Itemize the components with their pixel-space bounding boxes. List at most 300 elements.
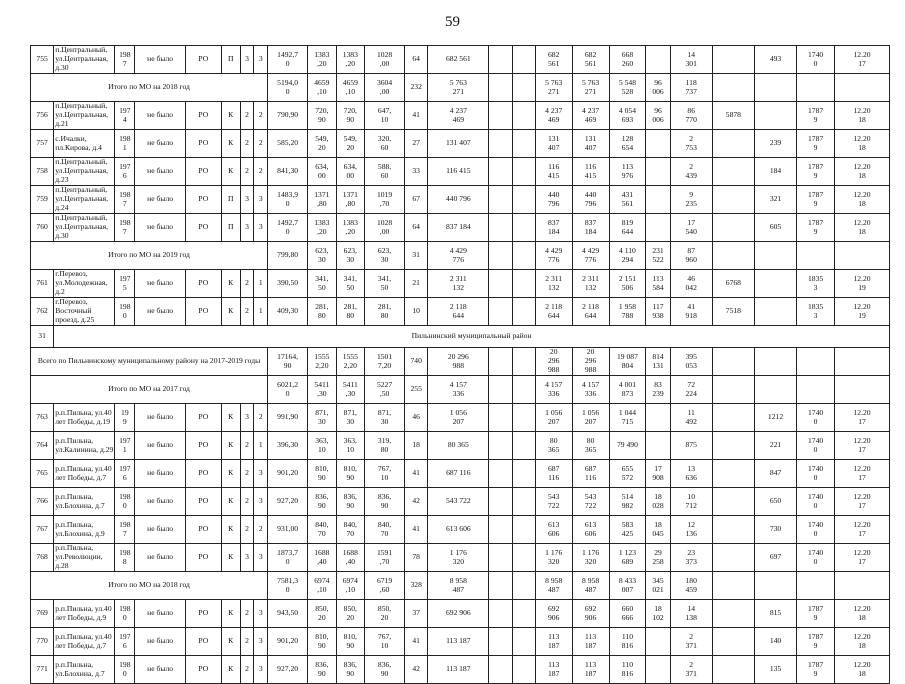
cell-e8: 1835 3 [797,298,835,326]
cell-e5: 17 540 [670,214,712,242]
cell-year: 198 1 [115,130,135,158]
cell-ro: РО [185,516,221,544]
cell-e4: 18 028 [646,488,670,516]
cell-cost: 543 722 [428,488,489,516]
cell-e3: 819 644 [609,214,646,242]
cell-e5: 2 371 [670,628,712,656]
cell-area: 901,20 [268,460,308,488]
cell-a3: 6974 ,10 [336,572,364,600]
cell-addr: п.Центральный, ул.Центральная, д.30 [54,46,115,74]
cell-en: 2 [254,130,268,158]
cell-addr: г.Перевоз, Восточный проезд, д.25 [54,298,115,326]
cell-e2: 113 187 [572,656,609,684]
cell-e9: 12.20 18 [835,158,890,186]
cell-area: 901,20 [268,628,308,656]
cell-res: 78 [405,544,428,572]
cell-s2 [512,270,535,298]
cell-e5: 118 737 [670,74,712,102]
cell-was: не было [135,214,186,242]
cell-fl: 3 [240,544,254,572]
cell-e8: 1787 9 [797,102,835,130]
cell-s1 [489,130,512,158]
cell-area: 409,30 [268,298,308,326]
cell-year: 198 0 [115,298,135,326]
cell-a2: 810, 90 [308,460,336,488]
cell-e6 [712,572,754,600]
cell-fl: 2 [240,298,254,326]
cell-a4: 1028 ,00 [365,46,405,74]
cell-a2: 720, 90 [308,102,336,130]
cell-e5: 2 371 [670,656,712,684]
cell-mat: П [221,214,240,242]
cell-e3: 1 123 689 [609,544,646,572]
cell-e6 [712,130,754,158]
cell-e1: 116 415 [535,158,572,186]
section-number: 31 [31,326,54,348]
cell-e4: 96 006 [646,74,670,102]
cell-fl: 2 [240,130,254,158]
cell-e1: 837 184 [535,214,572,242]
cell-fl: 2 [240,460,254,488]
cell-year: 197 6 [115,628,135,656]
cell-was: не было [135,46,186,74]
cell-en: 2 [254,516,268,544]
cell-a2: 549, 20 [308,130,336,158]
cell-year: 197 6 [115,460,135,488]
cell-e9: 12.20 19 [835,270,890,298]
cell-e9: 12.20 18 [835,600,890,628]
cell-s1 [489,572,512,600]
cell-a3: 1688 ,40 [336,544,364,572]
cell-cost: 80 365 [428,432,489,460]
cell-mat: К [221,298,240,326]
subtotal-row [31,74,890,102]
cell-s1 [489,186,512,214]
cell-addr: р.п.Пильна, ул.Блохина, д.7 [54,488,115,516]
cell-s2 [512,242,535,270]
cell-e1: 80 365 [535,432,572,460]
cell-s2 [512,158,535,186]
cell-e6 [712,516,754,544]
cell-e7 [754,572,796,600]
cell-e8 [797,572,835,600]
cell-was: не было [135,600,186,628]
cell-e5: 14 138 [670,600,712,628]
cell-mat: К [221,656,240,684]
cell-en: 3 [254,656,268,684]
cell-e4: 17 908 [646,460,670,488]
cell-cost: 4 157 336 [428,376,489,404]
cell-addr: п.Центральный, ул.Центральная, д.30 [54,214,115,242]
cell-e6 [712,488,754,516]
cell-a2: 836, 90 [308,488,336,516]
subtotal-row [31,572,890,600]
cell-fl: 2 [240,600,254,628]
cell-e5: 23 373 [670,544,712,572]
table-row [31,130,890,158]
cell-e7: 650 [754,488,796,516]
cell-e4: 18 045 [646,516,670,544]
cell-a4: 588, 60 [365,158,405,186]
cell-e6: 7518 [712,298,754,326]
cell-e3: 660 666 [609,600,646,628]
cell-mat: К [221,516,240,544]
cell-en: 3 [254,46,268,74]
cell-fl: 2 [240,628,254,656]
cell-cost: 4 237 469 [428,102,489,130]
cell-s2 [512,376,535,404]
cell-e2: 613 606 [572,516,609,544]
cell-e9: 12.20 18 [835,186,890,214]
cell-e1: 543 722 [535,488,572,516]
cell-s1 [489,656,512,684]
cell-a2: 840, 70 [308,516,336,544]
cell-cost: 692 906 [428,600,489,628]
cell-no: 769 [31,600,54,628]
cell-fl: 3 [240,186,254,214]
cell-e9: 12.20 18 [835,130,890,158]
cell-e8: 1740 0 [797,488,835,516]
cell-e6 [712,74,754,102]
cell-cost: 1 056 207 [428,404,489,432]
cell-no: 759 [31,186,54,214]
table-row [31,102,890,130]
cell-s1 [489,214,512,242]
cell-no: 758 [31,158,54,186]
cell-ro: РО [185,544,221,572]
cell-ro: РО [185,186,221,214]
cell-e7: 605 [754,214,796,242]
cell-a3: 1383 ,20 [336,214,364,242]
cell-s1 [489,158,512,186]
cell-mat: К [221,600,240,628]
cell-mat: К [221,460,240,488]
cell-cost: 2 118 644 [428,298,489,326]
cell-area: 17164, 90 [268,348,308,376]
cell-mat: К [221,404,240,432]
cell-cost: 2 311 132 [428,270,489,298]
cell-a2: 5411 ,30 [308,376,336,404]
table-row [31,186,890,214]
cell-s1 [489,600,512,628]
cell-ro: РО [185,628,221,656]
cell-a3: 623, 30 [336,242,364,270]
cell-a4: 647, 10 [365,102,405,130]
cell-e9: 12.20 18 [835,214,890,242]
cell-a2: 871, 30 [308,404,336,432]
cell-cost: 687 116 [428,460,489,488]
cell-cost: 116 415 [428,158,489,186]
cell-e7 [754,102,796,130]
cell-e3: 1 044 715 [609,404,646,432]
cell-e2: 2 118 644 [572,298,609,326]
cell-e8 [797,242,835,270]
cell-e5: 13 636 [670,460,712,488]
cell-res: 740 [405,348,428,376]
cell-e6 [712,186,754,214]
cell-year: 198 7 [115,516,135,544]
cell-a3: 720, 90 [336,102,364,130]
cell-en: 2 [254,102,268,130]
cell-a2: 836, 90 [308,656,336,684]
cell-cost: 682 561 [428,46,489,74]
cell-no: 762 [31,298,54,326]
cell-e9 [835,376,890,404]
cell-fl: 2 [240,516,254,544]
cell-e5: 395 053 [670,348,712,376]
table-row [31,214,890,242]
cell-e8: 1740 0 [797,460,835,488]
cell-ro: РО [185,46,221,74]
table-row [31,432,890,460]
cell-a2: 1555 2,20 [308,348,336,376]
cell-area: 927,20 [268,656,308,684]
cell-fl: 3 [240,46,254,74]
cell-s1 [489,516,512,544]
cell-addr: р.п.Пильна, ул.40 лет Победы, д.19 [54,404,115,432]
cell-a2: 634, 00 [308,158,336,186]
table-row [31,488,890,516]
cell-a2: 6974 ,10 [308,572,336,600]
cell-e2: 837 184 [572,214,609,242]
cell-area: 1483,9 0 [268,186,308,214]
table-row [31,158,890,186]
cell-e9: 12.20 18 [835,102,890,130]
cell-a3: 810, 90 [336,460,364,488]
cell-e8: 1787 9 [797,158,835,186]
cell-was: не было [135,628,186,656]
cell-year: 197 1 [115,432,135,460]
cell-e8: 1787 9 [797,130,835,158]
subtotal-label: Итого по МО на 2019 год [31,242,268,270]
cell-mat: П [221,186,240,214]
cell-a2: 850, 20 [308,600,336,628]
cell-mat: К [221,130,240,158]
section-title: Пильнинский муниципальный район [54,326,890,348]
cell-a2: 363, 10 [308,432,336,460]
cell-year: 197 4 [115,102,135,130]
cell-e1: 2 311 132 [535,270,572,298]
cell-e7 [754,270,796,298]
cell-e6 [712,628,754,656]
cell-no: 768 [31,544,54,572]
cell-no: 763 [31,404,54,432]
cell-e8: 1740 0 [797,544,835,572]
cell-cost: 440 796 [428,186,489,214]
cell-mat: К [221,102,240,130]
cell-s1 [489,348,512,376]
subtotal-row [31,348,890,376]
table-row [31,516,890,544]
cell-e5: 180 459 [670,572,712,600]
cell-e3: 4 054 693 [609,102,646,130]
cell-e4 [646,404,670,432]
cell-res: 41 [405,516,428,544]
cell-e3: 128 654 [609,130,646,158]
cell-e6 [712,404,754,432]
cell-e5: 9 235 [670,186,712,214]
cell-a3: 549, 20 [336,130,364,158]
cell-e1: 4 157 336 [535,376,572,404]
cell-addr: р.п.Пильна, ул.40 лет Победы, д.7 [54,460,115,488]
cell-e3: 514 982 [609,488,646,516]
cell-e1: 682 561 [535,46,572,74]
subtotal-row [31,376,890,404]
cell-e3: 4 110 294 [609,242,646,270]
cell-s2 [512,600,535,628]
cell-res: 64 [405,46,428,74]
cell-ro: РО [185,298,221,326]
cell-e7: 815 [754,600,796,628]
cell-e4: 18 102 [646,600,670,628]
cell-mat: К [221,628,240,656]
cell-area: 6021,2 0 [268,376,308,404]
cell-year: 198 7 [115,214,135,242]
cell-e3: 431 561 [609,186,646,214]
cell-mat: К [221,488,240,516]
cell-fl: 2 [240,656,254,684]
cell-s2 [512,544,535,572]
cell-mat: П [221,46,240,74]
cell-en: 1 [254,270,268,298]
cell-a2: 341, 50 [308,270,336,298]
cell-s2 [512,404,535,432]
cell-e2: 5 763 271 [572,74,609,102]
cell-e8: 1787 9 [797,214,835,242]
cell-area: 1492,7 0 [268,214,308,242]
cell-a3: 363, 10 [336,432,364,460]
cell-was: не было [135,158,186,186]
table-row [31,298,890,326]
cell-e5: 46 042 [670,270,712,298]
cell-a2: 1383 ,20 [308,214,336,242]
page-number: 59 [445,14,460,30]
cell-res: 328 [405,572,428,600]
housing-repair-table [30,45,890,684]
cell-e4 [646,186,670,214]
cell-addr: р.п.Пильна, ул.40 лет Победы, д.7 [54,628,115,656]
cell-res: 67 [405,186,428,214]
cell-e4: 117 938 [646,298,670,326]
cell-a3: 1555 2,20 [336,348,364,376]
cell-fl: 2 [240,270,254,298]
cell-addr: п.Центральный, ул.Центральная, д.23 [54,158,115,186]
cell-en: 3 [254,186,268,214]
cell-ro: РО [185,656,221,684]
cell-e9: 12.20 17 [835,404,890,432]
cell-cost: 113 187 [428,656,489,684]
cell-e4: 113 584 [646,270,670,298]
subtotal-row [31,242,890,270]
cell-e8: 1835 3 [797,270,835,298]
cell-s2 [512,460,535,488]
cell-addr: р.п.Пильна, ул.Блохина, д.9 [54,516,115,544]
cell-e4 [646,46,670,74]
cell-e8: 1740 0 [797,46,835,74]
cell-s1 [489,242,512,270]
cell-s1 [489,270,512,298]
cell-e6 [712,376,754,404]
cell-a4: 850, 20 [365,600,405,628]
cell-addr: р.п.Пильна, ул.Революции, д.28 [54,544,115,572]
cell-a4: 320, 60 [365,130,405,158]
cell-e8: 1787 9 [797,628,835,656]
subtotal-label: Итого по МО на 2018 год [31,572,268,600]
cell-mat: К [221,158,240,186]
cell-e7: 697 [754,544,796,572]
cell-s2 [512,46,535,74]
cell-area: 1492,7 0 [268,46,308,74]
cell-e6 [712,214,754,242]
cell-e1: 687 116 [535,460,572,488]
cell-e4: 814 131 [646,348,670,376]
cell-cost: 8 958 487 [428,572,489,600]
cell-e3: 19 087 804 [609,348,646,376]
cell-s2 [512,656,535,684]
cell-e4 [646,432,670,460]
cell-e8 [797,348,835,376]
cell-e5: 87 960 [670,242,712,270]
cell-cost: 131 407 [428,130,489,158]
cell-e7: 184 [754,158,796,186]
cell-e6 [712,600,754,628]
cell-e3: 1 958 788 [609,298,646,326]
cell-e5: 2 753 [670,130,712,158]
cell-no: 771 [31,656,54,684]
cell-e9: 12.20 17 [835,516,890,544]
cell-cost: 1 176 320 [428,544,489,572]
cell-e5: 72 224 [670,376,712,404]
cell-en: 2 [254,158,268,186]
cell-res: 255 [405,376,428,404]
cell-ro: РО [185,488,221,516]
cell-e4 [646,628,670,656]
cell-area: 927,20 [268,488,308,516]
cell-en: 2 [254,404,268,432]
cell-e8: 1787 9 [797,656,835,684]
cell-e2: 113 187 [572,628,609,656]
cell-e3: 113 976 [609,158,646,186]
cell-s1 [489,544,512,572]
cell-a4: 1591 ,70 [365,544,405,572]
cell-e8: 1787 9 [797,186,835,214]
cell-e7 [754,74,796,102]
cell-en: 3 [254,600,268,628]
cell-e2: 1 056 207 [572,404,609,432]
cell-a3: 850, 20 [336,600,364,628]
cell-e9 [835,74,890,102]
cell-was: не было [135,488,186,516]
cell-area: 396,30 [268,432,308,460]
cell-mat: К [221,544,240,572]
cell-a4: 341, 50 [365,270,405,298]
cell-e2: 1 176 320 [572,544,609,572]
cell-no: 760 [31,214,54,242]
cell-ro: РО [185,270,221,298]
cell-year: 198 0 [115,600,135,628]
cell-a4: 5227 ,50 [365,376,405,404]
cell-en: 3 [254,460,268,488]
cell-e1: 692 906 [535,600,572,628]
cell-a3: 4659 ,10 [336,74,364,102]
cell-was: не было [135,186,186,214]
cell-area: 1873,7 0 [268,544,308,572]
cell-e6 [712,46,754,74]
table-row [31,544,890,572]
cell-a2: 810, 90 [308,628,336,656]
cell-a4: 840, 70 [365,516,405,544]
cell-e2: 4 429 776 [572,242,609,270]
